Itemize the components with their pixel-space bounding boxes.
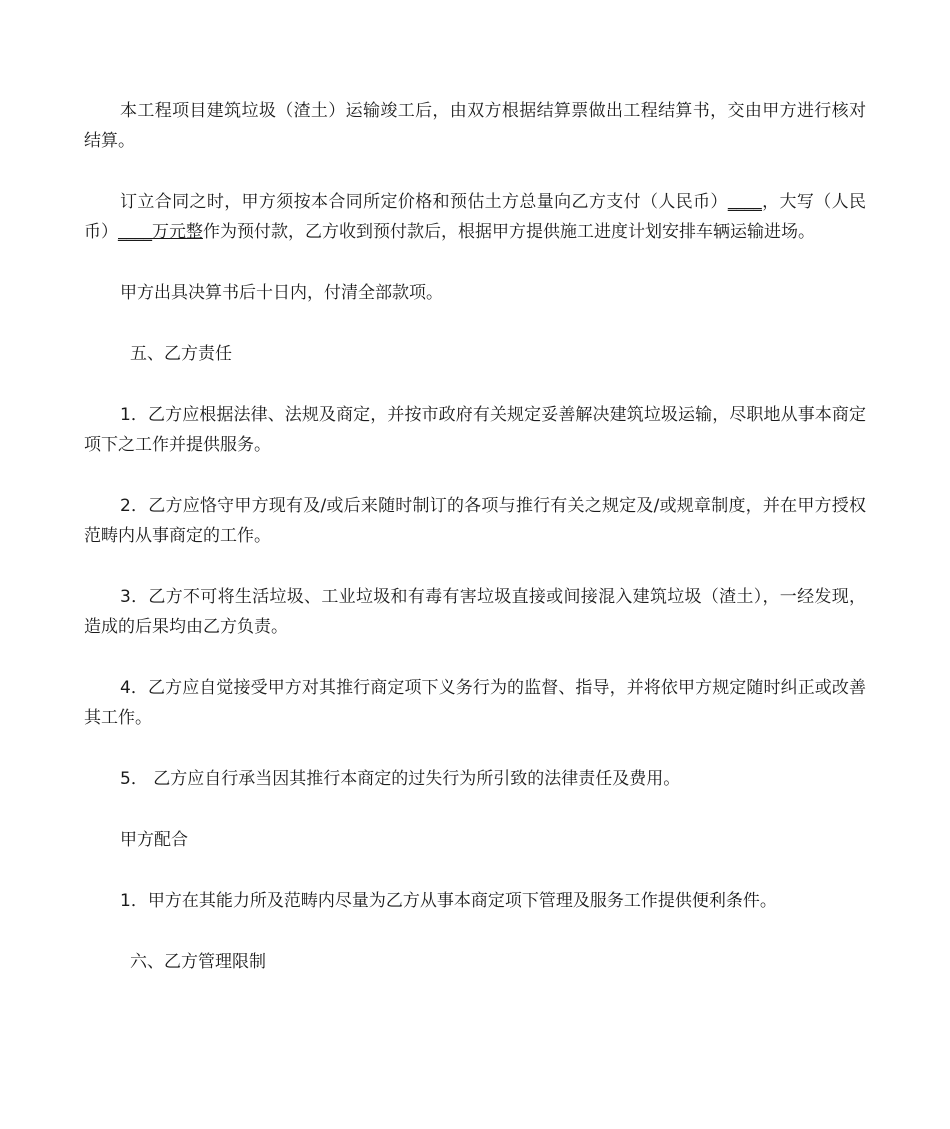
responsibility-item-1-text: 1．乙方应根据法律、法规及商定，并按市政府有关规定妥善解决建筑垃圾运输，尽职地从事本商定项下之工作并提供服务。 (84, 405, 866, 455)
section-five-title: 五、乙方责任 (130, 344, 232, 364)
prepayment-text-1: 订立合同之时，甲方须按本合同所定价格和预估土方总量向乙方支付（人民币） (120, 192, 728, 212)
settlement-text: 本工程项目建筑垃圾（渣土）运输竣工后，由双方根据结算票做出工程结算书，交由甲方进行核对结算。 (84, 101, 866, 151)
responsibility-item-4 (84, 673, 866, 733)
final-payment-text: 甲方出具决算书后十日内，付清全部款项。 (120, 283, 443, 303)
settlement-paragraph (84, 96, 866, 156)
amount-words-blank: ____万元整 (118, 222, 203, 242)
section-six-heading (84, 947, 866, 977)
section-six-title: 六、乙方管理限制 (130, 952, 266, 972)
prepayment-paragraph (84, 187, 866, 247)
cooperation-item-1-text: 1．甲方在其能力所及范畴内尽量为乙方从事本商定项下管理及服务工作提供便利条件。 (120, 891, 777, 911)
prepayment-text-3: 作为预付款，乙方收到预付款后，根据甲方提供施工进度计划安排车辆运输进场。 (203, 222, 815, 242)
document-page (84, 96, 866, 977)
responsibility-item-2 (84, 491, 866, 551)
party-a-cooperation-title: 甲方配合 (120, 830, 188, 850)
responsibility-item-3-text: 3．乙方不可将生活垃圾、工业垃圾和有毒有害垃圾直接或间接混入建筑垃圾（渣土），一经发现，造成的后果均由乙方负责。 (84, 587, 866, 637)
amount-blank: ____ (727, 192, 762, 212)
responsibility-item-3 (84, 582, 866, 642)
responsibility-item-5-text: 5． 乙方应自行承当因其推行本商定的过失行为所引致的法律责任及费用。 (120, 769, 681, 789)
responsibility-item-4-text: 4．乙方应自觉接受甲方对其推行商定项下义务行为的监督、指导，并将依甲方规定随时纠正或改善其工作。 (84, 678, 866, 728)
party-a-cooperation-heading (84, 825, 866, 855)
section-five-heading (84, 339, 866, 369)
final-payment-paragraph (84, 278, 866, 308)
responsibility-item-1 (84, 400, 866, 460)
responsibility-item-5 (84, 764, 866, 794)
cooperation-item-1 (84, 886, 866, 916)
responsibility-item-2-text: 2．乙方应恪守甲方现有及/或后来随时制订的各项与推行有关之规定及/或规章制度，并在甲方授权范畴内从事商定的工作。 (84, 496, 866, 546)
prepayment-text-2: ，大写（人民币） (84, 192, 867, 242)
